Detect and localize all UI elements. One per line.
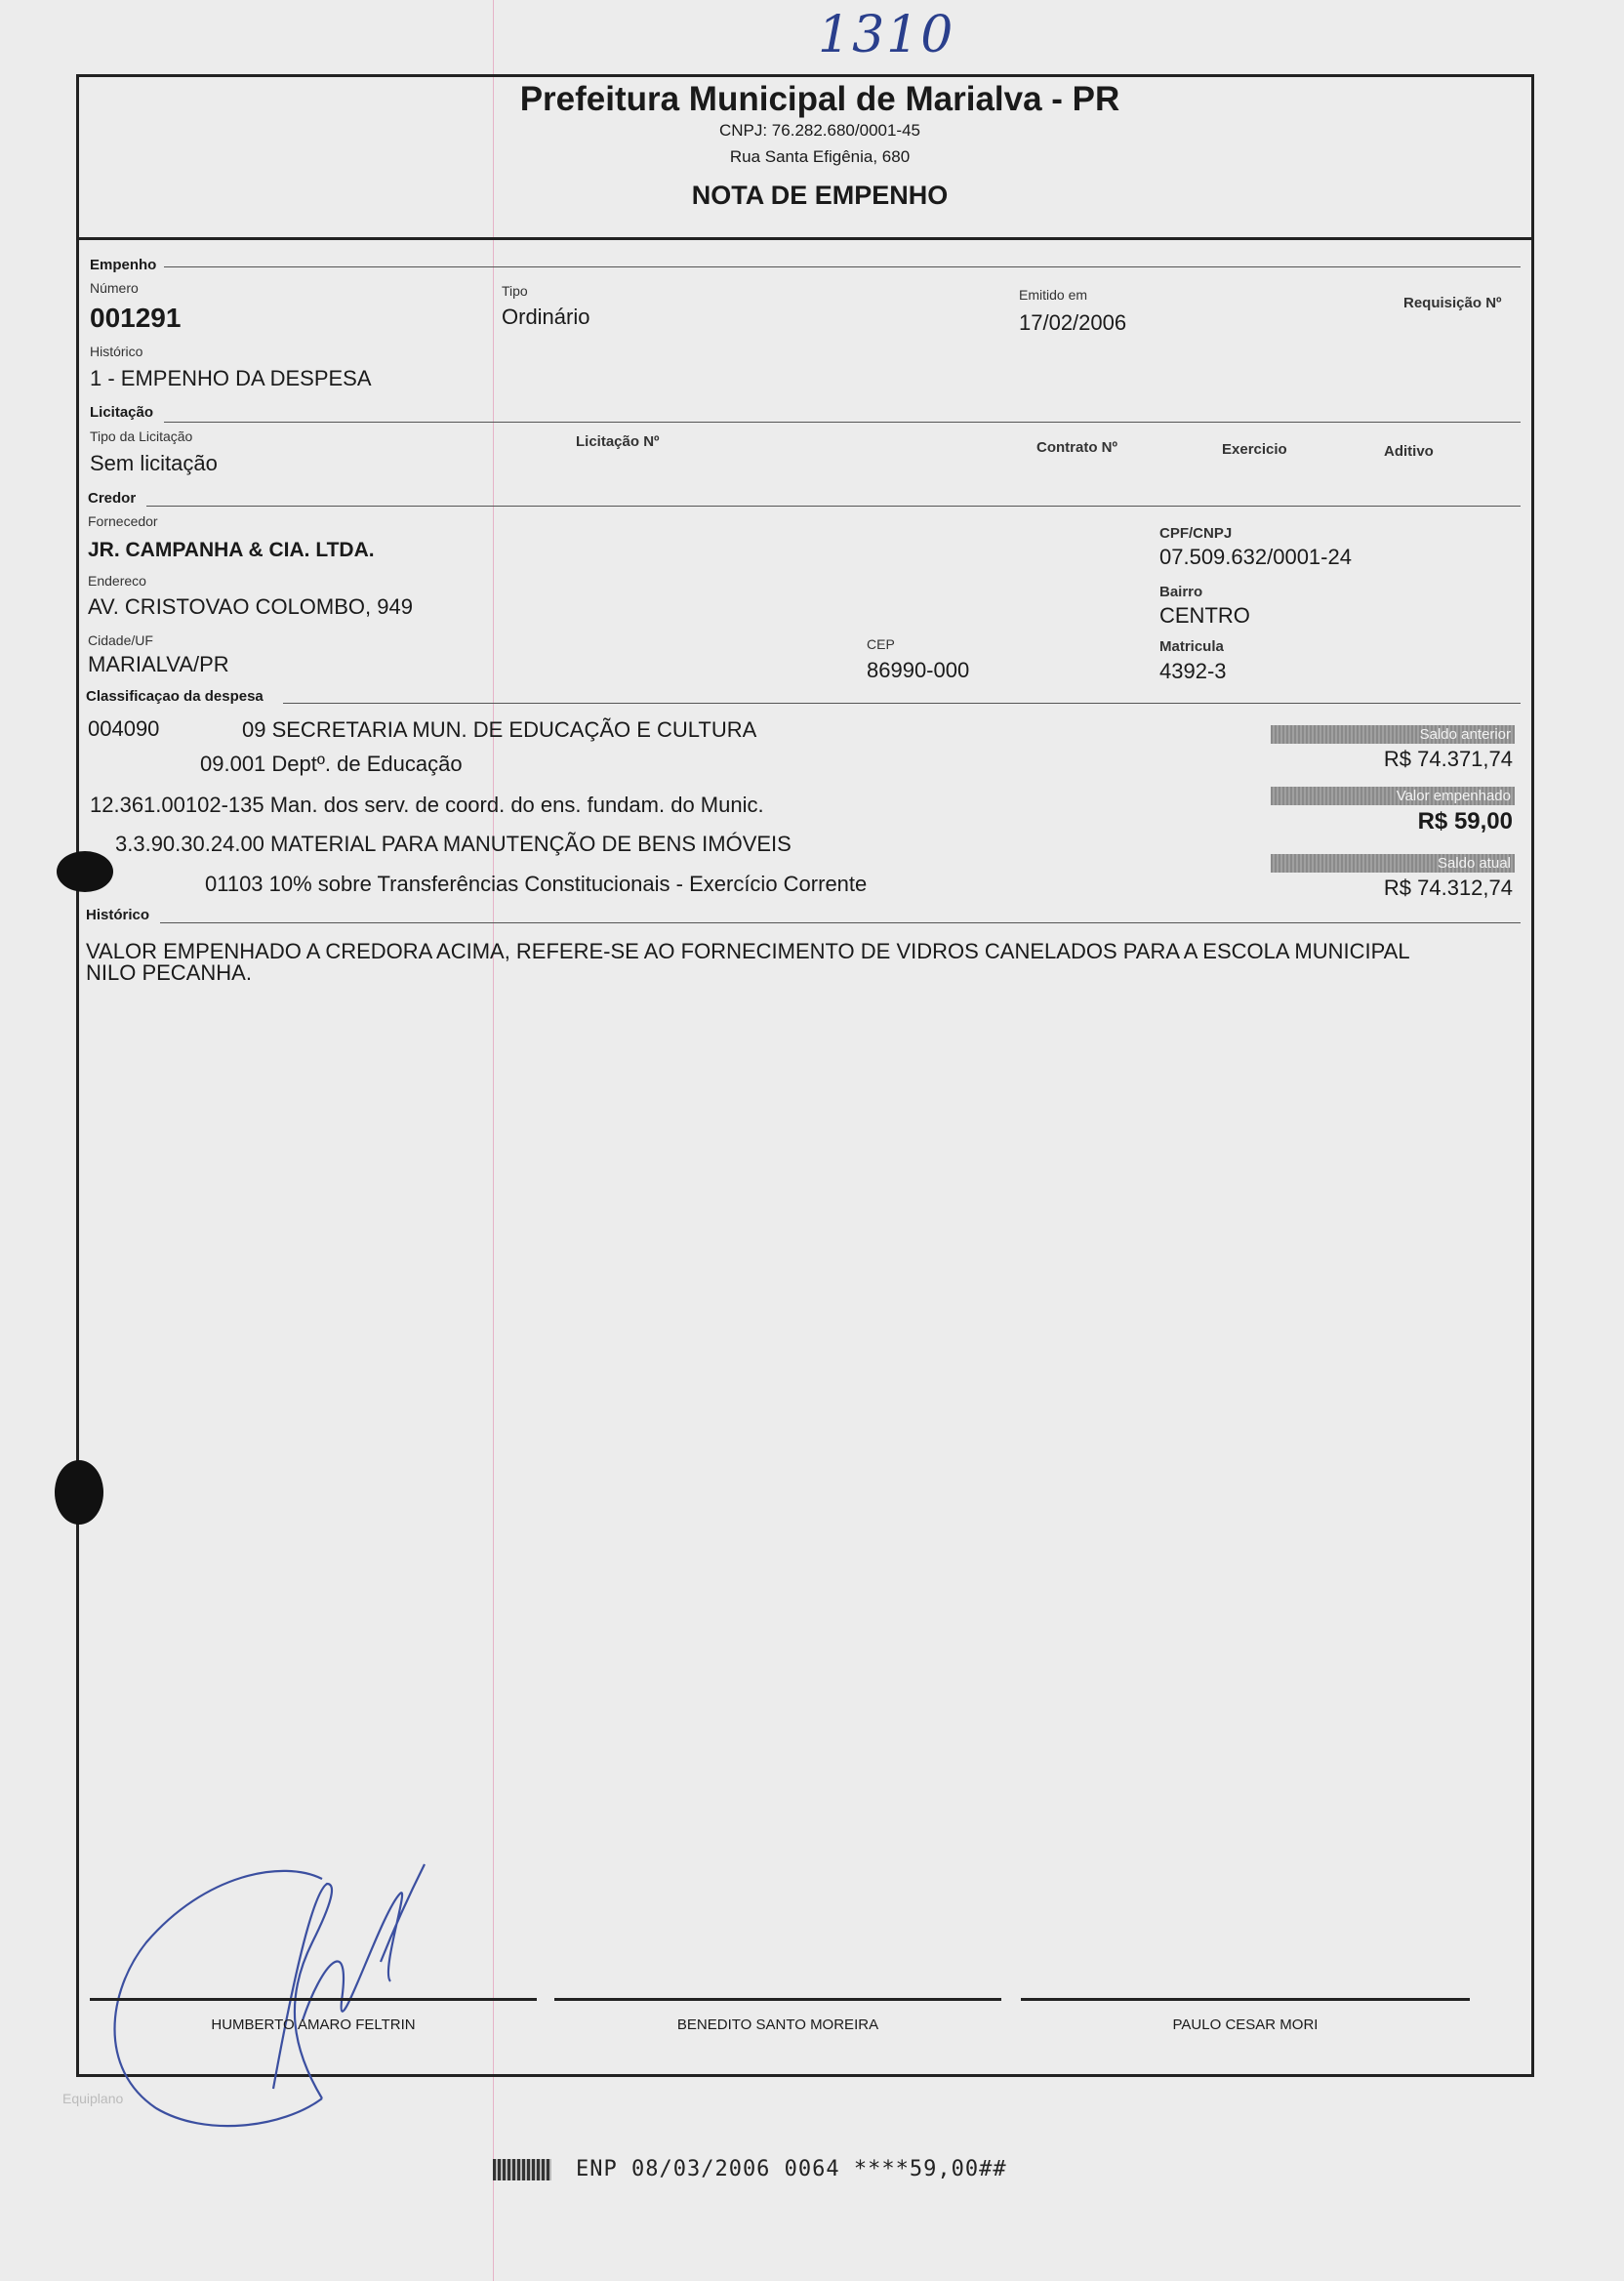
section-rule (283, 703, 1521, 704)
signature-line (554, 1998, 1001, 2001)
saldo-anterior-label: Saldo anterior (1271, 725, 1515, 744)
classificacao-code: 004090 (88, 716, 160, 741)
tipo-licitacao-label: Tipo da Licitação (90, 428, 193, 444)
aditivo-label: Aditivo (1384, 443, 1434, 460)
signatory-name: BENEDITO SANTO MOREIRA (676, 2016, 879, 2033)
section-rule (164, 422, 1521, 423)
cpf-label: CPF/CNPJ (1159, 525, 1233, 542)
tipo-value: Ordinário (502, 305, 590, 329)
signatory-name: PAULO CESAR MORI (1172, 2016, 1319, 2033)
classificacao-line2: 09.001 Deptº. de Educação (200, 752, 463, 776)
historico-text-line1: VALOR EMPENHADO A CREDORA ACIMA, REFERE-SE AO FORNECIMENTO DE VIDROS CANELADOS PARA A ESCOLA MUNICIPAL (86, 939, 1410, 963)
classificacao-line5: 01103 10% sobre Transferências Constitucionais - Exercício Corrente (205, 872, 868, 896)
emitido-value: 17/02/2006 (1019, 310, 1127, 335)
signature-line (90, 1998, 537, 2001)
requisicao-label: Requisição Nº (1403, 295, 1502, 311)
address-line: Rua Santa Efigênia, 680 (729, 147, 911, 166)
historico-label: Histórico (90, 344, 143, 359)
endereco-value: AV. CRISTOVAO COLOMBO, 949 (88, 594, 413, 619)
cep-label: CEP (867, 636, 895, 652)
header-divider (76, 237, 1534, 240)
emitido-label: Emitido em (1019, 287, 1088, 303)
valor-empenhado-label: Valor empenhado (1271, 787, 1515, 805)
historico-value: 1 - EMPENHO DA DESPESA (90, 366, 372, 390)
bairro-value: CENTRO (1159, 603, 1250, 628)
signature-line (1021, 1998, 1470, 2001)
section-empenho: Empenho (90, 257, 157, 273)
numero-label: Número (90, 280, 139, 296)
saldo-atual-label: Saldo atual (1271, 854, 1515, 873)
section-historico: Histórico (86, 907, 150, 923)
section-rule (146, 506, 1521, 507)
classificacao-line3: 12.361.00102-135 Man. dos serv. de coord. do ens. fundam. do Munic. (90, 793, 764, 817)
licitacao-numero-label: Licitação Nº (576, 433, 660, 450)
fornecedor-value: JR. CAMPANHA & CIA. LTDA. (88, 539, 375, 561)
cidade-value: MARIALVA/PR (88, 652, 229, 676)
fornecedor-label: Fornecedor (88, 513, 158, 529)
saldo-anterior-value: R$ 74.371,74 (1383, 747, 1513, 771)
section-rule (160, 922, 1521, 923)
section-licitacao: Licitação (90, 404, 154, 421)
equiplano-watermark: Equiplano (62, 2091, 124, 2106)
cep-value: 86990-000 (867, 658, 970, 682)
section-rule (164, 266, 1521, 267)
section-classificacao: Classificaçao da despesa (86, 688, 264, 705)
numero-value: 001291 (90, 303, 182, 333)
cidade-label: Cidade/UF (88, 632, 153, 648)
punch-hole (57, 851, 113, 892)
exercicio-label: Exercicio (1222, 441, 1287, 458)
footer-barcode (493, 2159, 551, 2180)
valor-empenhado-value: R$ 59,00 (1417, 808, 1513, 835)
page-title: Prefeitura Municipal de Marialva - PR (519, 80, 1120, 118)
endereco-label: Endereco (88, 573, 146, 589)
contrato-label: Contrato Nº (1036, 439, 1117, 456)
doc-title: NOTA DE EMPENHO (691, 181, 949, 210)
signature-scribble (88, 1854, 478, 2147)
footer-code: ENP 08/03/2006 0064 ****59,00## (576, 2157, 1007, 2181)
historico-text-line2: NILO PECANHA. (86, 960, 252, 985)
handwritten-number: 1310 (818, 6, 955, 64)
bairro-label: Bairro (1159, 584, 1203, 600)
matricula-value: 4392-3 (1159, 659, 1227, 683)
classificacao-line4: 3.3.90.30.24.00 MATERIAL PARA MANUTENÇÃO DE BENS IMÓVEIS (115, 832, 792, 856)
tipo-licitacao-value: Sem licitação (90, 451, 218, 475)
section-credor: Credor (88, 490, 137, 507)
classificacao-line1: 09 SECRETARIA MUN. DE EDUCAÇÃO E CULTURA (242, 717, 757, 742)
saldo-atual-value: R$ 74.312,74 (1383, 876, 1513, 900)
matricula-label: Matricula (1159, 638, 1224, 655)
tipo-label: Tipo (502, 283, 528, 299)
cpf-value: 07.509.632/0001-24 (1159, 545, 1352, 569)
signatory-name: HUMBERTO AMARO FELTRIN (211, 2016, 416, 2033)
punch-hole (55, 1460, 103, 1525)
cnpj-line: CNPJ: 76.282.680/0001-45 (718, 121, 921, 140)
